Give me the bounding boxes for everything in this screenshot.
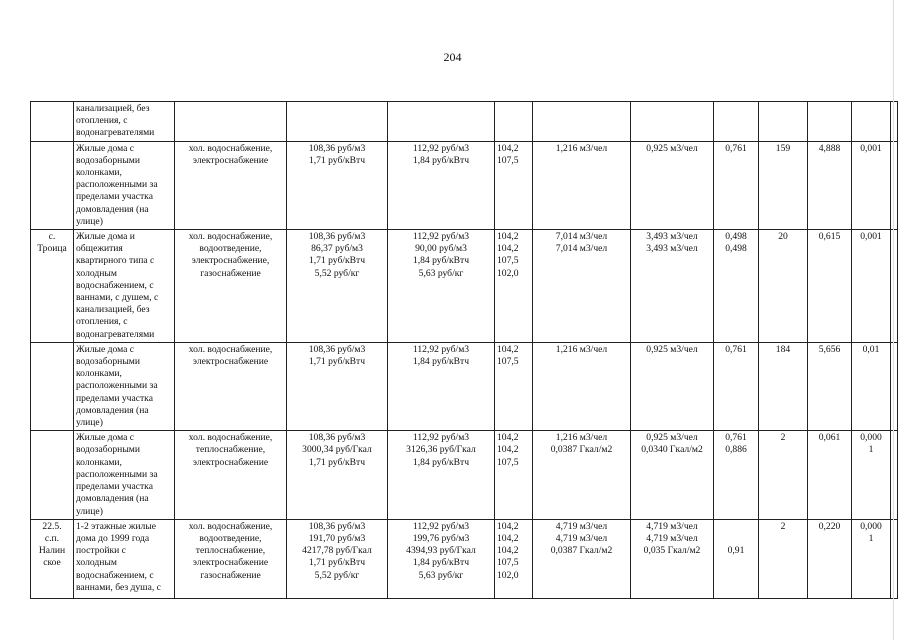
table-cell	[891, 141, 898, 229]
table-cell	[31, 141, 74, 229]
table-cell	[31, 342, 74, 430]
table-cell	[891, 342, 898, 430]
table-row	[31, 102, 898, 142]
table-cell: 104,2 107,5	[495, 342, 533, 430]
table-cell: хол. водоснабжение, электроснабжение	[175, 141, 287, 229]
table-cell: 0,000 1	[852, 431, 891, 519]
table-cell: 108,36 руб/м3 86,37 руб/м3 1,71 руб/кВтч 5,52 руб/кг	[287, 230, 388, 343]
table-cell: 108,36 руб/м3 191,70 руб/м3 4217,78 руб/Гкал 1,71 руб/кВтч 5,52 руб/кг	[287, 519, 388, 598]
table-cell: 1,216 м3/чел	[533, 141, 631, 229]
table-cell: хол. водоснабжение, водоотведение, электроснабжение, газоснабжение	[175, 230, 287, 343]
table-cell	[388, 102, 495, 142]
table-cell: 0,001	[852, 230, 891, 343]
table-cell: 104,2 104,2 107,5	[495, 431, 533, 519]
table-cell: 0,220	[808, 519, 852, 598]
table-cell	[175, 102, 287, 142]
table-cell	[31, 431, 74, 519]
table-row	[31, 141, 898, 229]
table-cell: 108,36 руб/м3 1,71 руб/кВтч	[287, 342, 388, 430]
table-cell: 0,761	[714, 141, 759, 229]
table-cell	[287, 102, 388, 142]
table-cell	[891, 230, 898, 343]
table-cell	[533, 102, 631, 142]
table-cell: 0,061	[808, 431, 852, 519]
table-cell: Жилые дома и общежития квартирного типа с холодным водоснабжением, с ваннами, с душем, с канализацией, без отопления, с водонагревателями	[74, 230, 175, 343]
table-cell: 7,014 м3/чел 7,014 м3/чел	[533, 230, 631, 343]
table-cell: хол. водоснабжение, теплоснабжение, электроснабжение	[175, 431, 287, 519]
table-row	[31, 230, 898, 343]
table-cell	[891, 102, 898, 142]
table-cell: 112,92 руб/м3 199,76 руб/м3 4394,93 руб/Гкал 1,84 руб/кВтч 5,63 руб/кг	[388, 519, 495, 598]
scan-edge	[893, 0, 894, 640]
table-row	[31, 431, 898, 519]
table-cell: 0,498 0,498	[714, 230, 759, 343]
table-cell: 112,92 руб/м3 1,84 руб/кВтч	[388, 342, 495, 430]
table-cell	[495, 102, 533, 142]
table-cell	[891, 431, 898, 519]
table-cell: 3,493 м3/чел 3,493 м3/чел	[631, 230, 714, 343]
table-cell: 22.5. с.п. Налин ское	[31, 519, 74, 598]
table-cell: 108,36 руб/м3 1,71 руб/кВтч	[287, 141, 388, 229]
table-cell	[891, 519, 898, 598]
table-cell: 0,615	[808, 230, 852, 343]
table-cell: 5,656	[808, 342, 852, 430]
table-cell: 104,2 104,2 104,2 107,5 102,0	[495, 519, 533, 598]
table-cell	[31, 102, 74, 142]
table-cell: 108,36 руб/м3 3000,34 руб/Гкал 1,71 руб/кВтч	[287, 431, 388, 519]
table-cell	[714, 102, 759, 142]
table-cell: Жилые дома с водозаборными колонками, расположенными за пределами участка домовладения (на улице)	[74, 342, 175, 430]
table-cell: 112,92 руб/м3 90,00 руб/м3 1,84 руб/кВтч 5,63 руб/кг	[388, 230, 495, 343]
table-cell: Жилые дома с водозаборными колонками, расположенными за пределами участка домовладения (на улице)	[74, 431, 175, 519]
page-number: 204	[443, 50, 462, 64]
table-cell: хол. водоснабжение, электроснабжение	[175, 342, 287, 430]
table-cell	[852, 102, 891, 142]
table-cell: 4,719 м3/чел 4,719 м3/чел 0,035 Гкал/м2	[631, 519, 714, 598]
table-cell: 4,719 м3/чел 4,719 м3/чел 0,0387 Гкал/м2	[533, 519, 631, 598]
table-cell: 1,216 м3/чел 0,0387 Гкал/м2	[533, 431, 631, 519]
table-cell: 0,925 м3/чел	[631, 342, 714, 430]
table-cell: 112,92 руб/м3 1,84 руб/кВтч	[388, 141, 495, 229]
table-cell: 104,2 107,5	[495, 141, 533, 229]
table-cell: 1-2 этажные жилые дома до 1999 года постройки с холодным водоснабжением, с ваннами, без душа, с	[74, 519, 175, 598]
table-cell: 104,2 104,2 107,5 102,0	[495, 230, 533, 343]
table-cell: 184	[759, 342, 808, 430]
table-cell: 0,925 м3/чел 0,0340 Гкал/м2	[631, 431, 714, 519]
table-row	[31, 342, 898, 430]
table-cell: хол. водоснабжение, водоотведение, теплоснабжение, электроснабжение газоснабжение	[175, 519, 287, 598]
table-cell: Жилые дома с водозаборными колонками, расположенными за пределами участка домовладения (на улице)	[74, 141, 175, 229]
table-cell: 0,91	[714, 519, 759, 598]
table-cell: 0,761	[714, 342, 759, 430]
table-cell: 2	[759, 431, 808, 519]
table-cell	[759, 102, 808, 142]
table-cell: канализацией, без отопления, с водонагревателями	[74, 102, 175, 142]
table-cell	[808, 102, 852, 142]
table-cell: 0,000 1	[852, 519, 891, 598]
table-cell	[631, 102, 714, 142]
table-cell: 0,761 0,886	[714, 431, 759, 519]
table-cell: 159	[759, 141, 808, 229]
table-cell: с. Троица	[31, 230, 74, 343]
table-cell: 0,925 м3/чел	[631, 141, 714, 229]
table-cell: 20	[759, 230, 808, 343]
table-cell: 0,01	[852, 342, 891, 430]
table-row	[31, 519, 898, 598]
table-cell: 1,216 м3/чел	[533, 342, 631, 430]
table-body	[31, 102, 898, 599]
table-cell: 0,001	[852, 141, 891, 229]
tariff-table	[30, 101, 898, 599]
table-cell: 4,888	[808, 141, 852, 229]
table-cell: 112,92 руб/м3 3126,36 руб/Гкал 1,84 руб/кВтч	[388, 431, 495, 519]
table-cell: 2	[759, 519, 808, 598]
